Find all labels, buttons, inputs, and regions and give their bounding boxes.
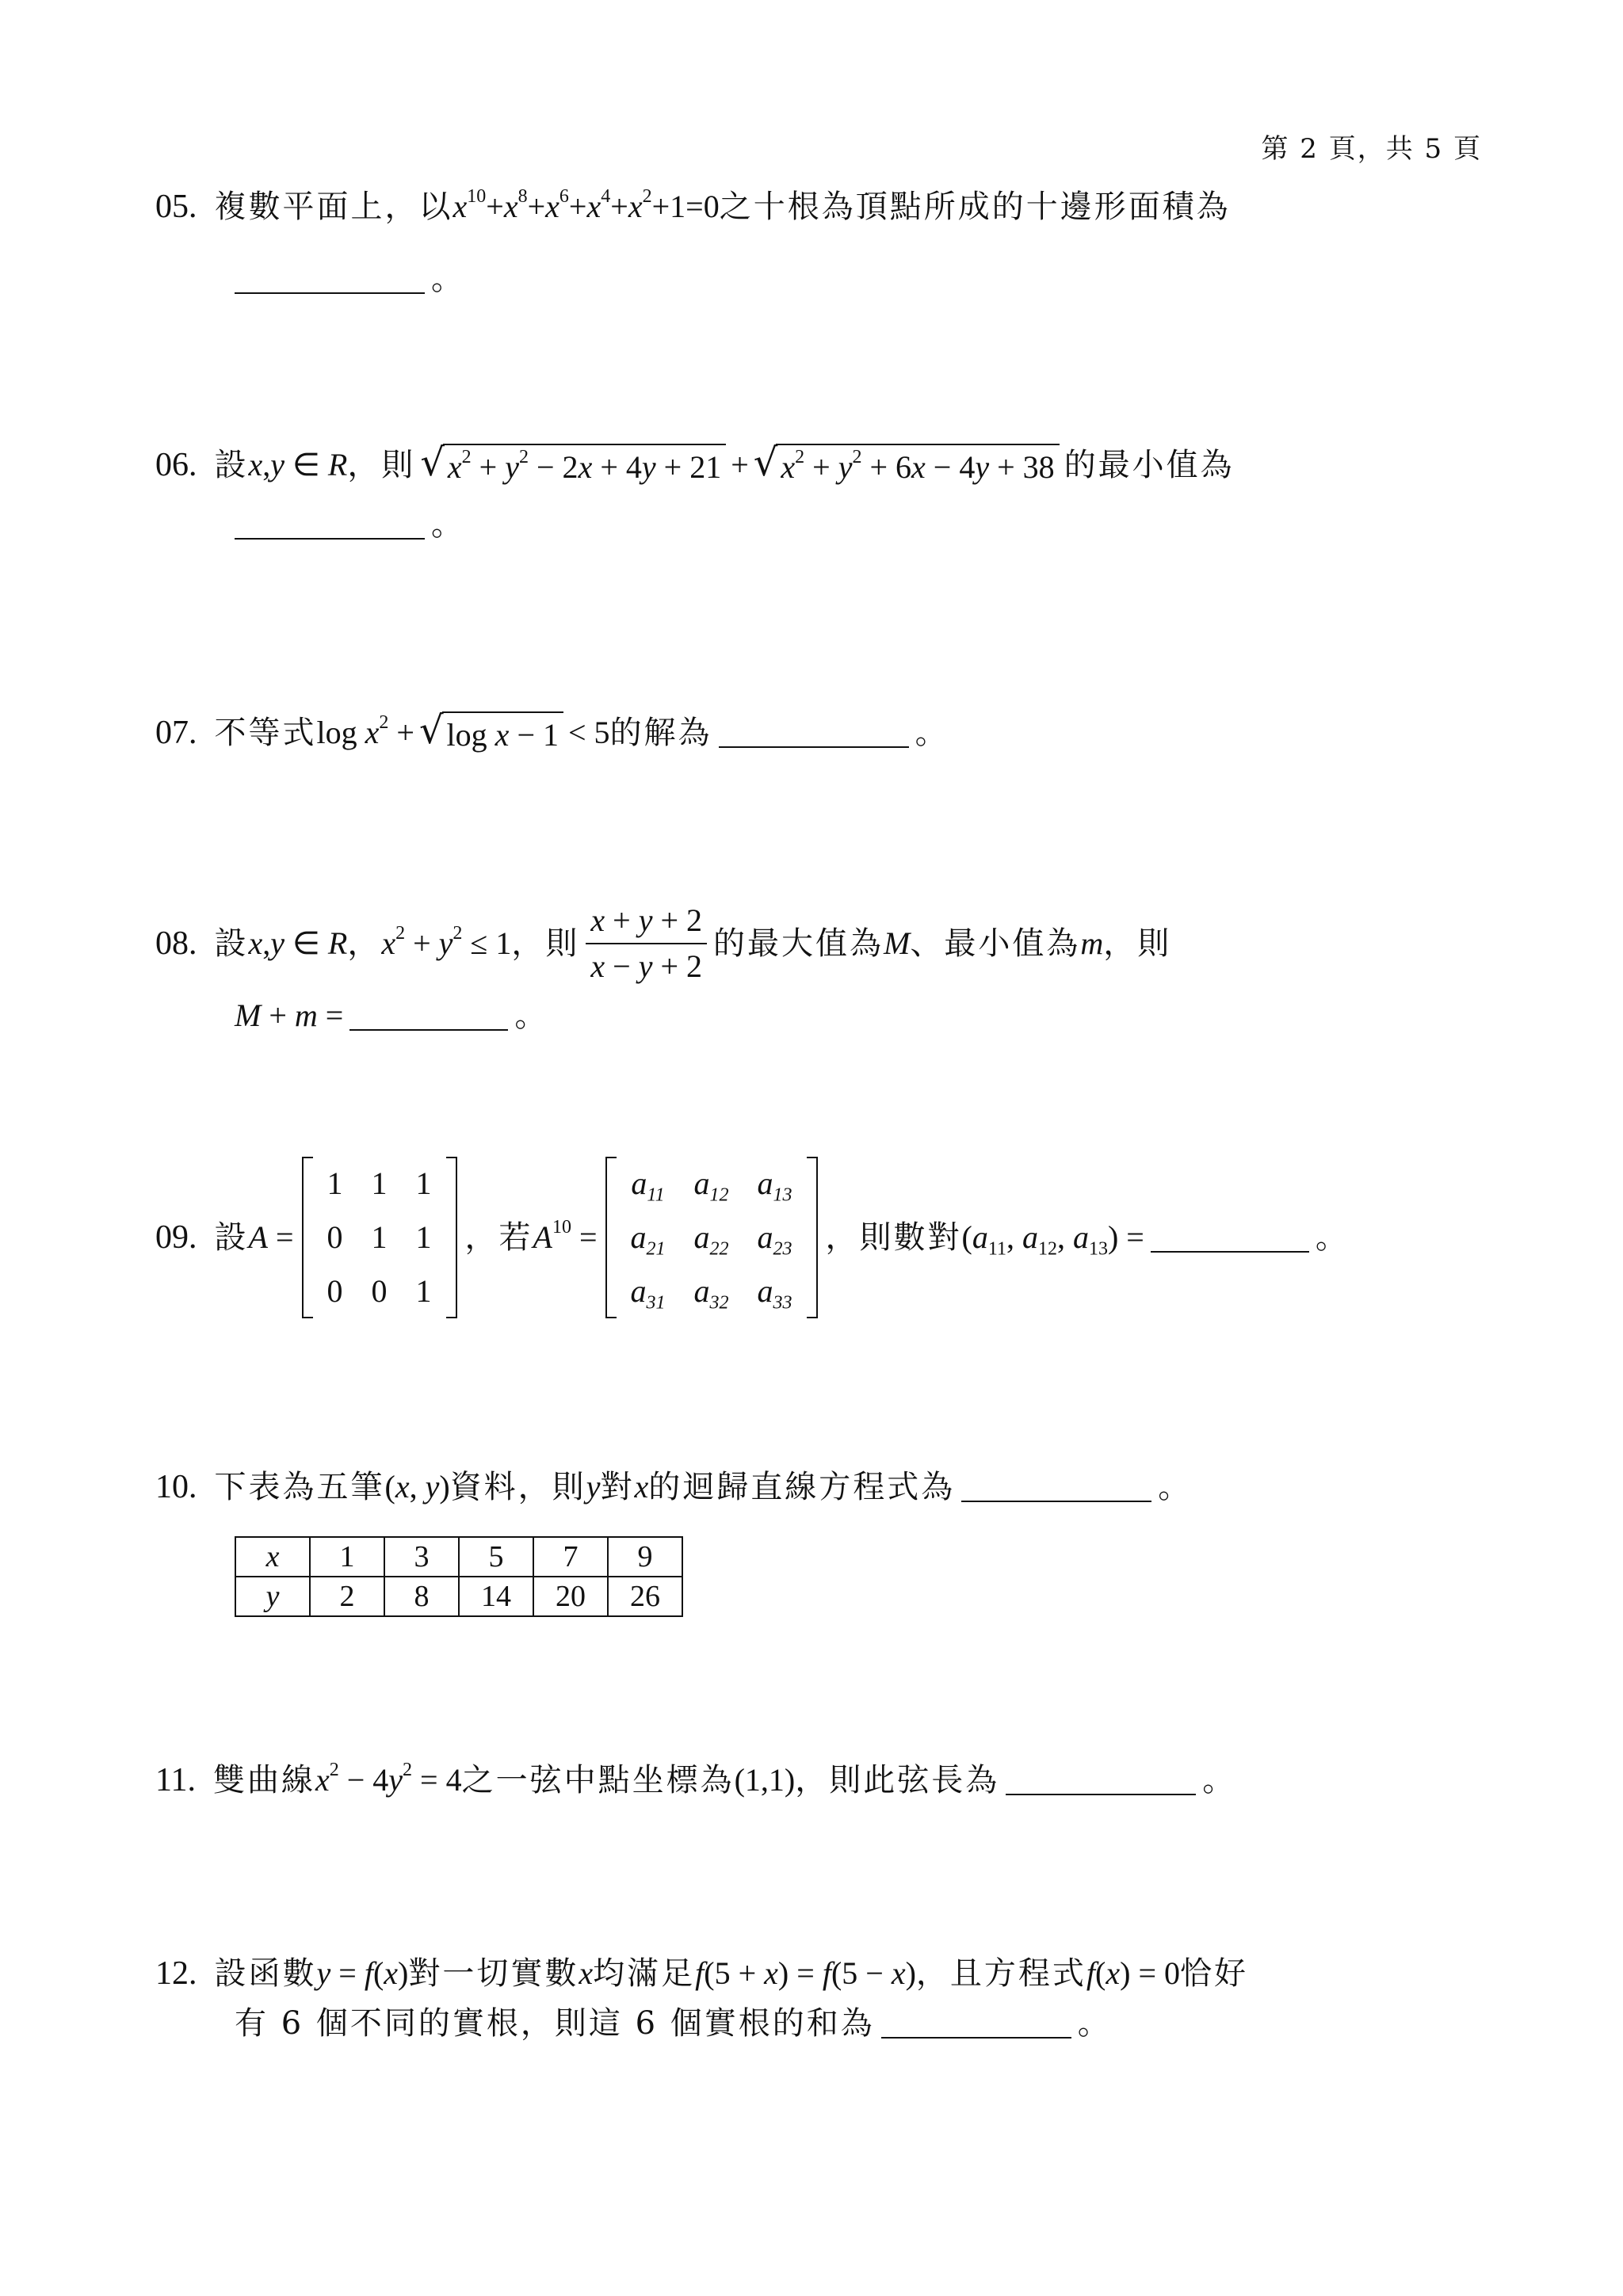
math-variable: $A^{10}$ = — [533, 1216, 598, 1255]
question-10 — [155, 1467, 1190, 1507]
question-text: 的解為 — [609, 715, 712, 751]
matrix-a10: $a_{11}$ $a_{12}$ $a_{13}$ $a_{21}$ $a_{22}$ $a_{23}$ $a_{31}$ $a_{32}$ $a_{33}$ — [605, 1157, 818, 1318]
question-text: 複數平面上，以 — [214, 189, 453, 226]
question-text: ，則 — [1103, 925, 1172, 962]
period: 。 — [431, 261, 463, 298]
math-expression: (x, y) — [384, 1469, 450, 1505]
question-text: ， — [347, 925, 382, 962]
question-text: 之一弦中點坐標為 — [461, 1762, 735, 1799]
question-09 — [155, 1157, 1347, 1318]
table-cell: 9 — [608, 1537, 682, 1577]
math-expression: $x^{10}+x^8+x^6+x^4+x^2+1=0$ — [453, 186, 720, 225]
question-05 — [155, 187, 1231, 298]
table-cell: 26 — [608, 1577, 682, 1616]
math-expression: x,y ∈ R — [248, 925, 348, 961]
page-header: 第 2 頁，共 5 頁 — [1261, 133, 1482, 165]
question-08 — [155, 902, 1171, 1035]
answer-blank — [349, 1001, 508, 1031]
math-variable: y — [586, 1469, 601, 1505]
table-cell: 3 — [384, 1537, 459, 1577]
math-expression: f(x) = 0 — [1086, 1955, 1181, 1992]
answer-blank — [961, 1472, 1151, 1502]
question-text: 下表為五筆 — [214, 1469, 385, 1506]
question-text: 均滿足 — [593, 1955, 696, 1993]
matrix-a: 1 1 1 0 1 1 0 0 1 — [302, 1157, 457, 1318]
question-06: 06. 設 x,y ∈ R ，則 √ $x^2 + y^2 - 2x + 4y + 21$ + √ $x^2 + y^2 + 6x - 4y + 38$ 的最小值為 。 — [155, 441, 1235, 543]
period: 。 — [1158, 1469, 1190, 1506]
question-text: 對 — [600, 1469, 635, 1506]
question-number: 10. — [155, 1469, 197, 1505]
math-expression: ($a_{11}$, $a_{12}$, $a_{13}$) = — [961, 1219, 1144, 1260]
math-expression: $x^2 + y^2 \le 1$ — [381, 922, 512, 961]
question-text: 雙曲線 — [212, 1762, 315, 1799]
period: 。 — [514, 997, 547, 1034]
question-text: ，若 — [464, 1219, 533, 1256]
table-cell: 2 — [310, 1577, 384, 1616]
sqrt-expression: √ $x^2 + y^2 + 6x - 4y + 38$ — [754, 444, 1060, 486]
question-text: 之十根為頂點所成的十邊形面積為 — [719, 189, 1231, 226]
question-number: 11. — [155, 1762, 196, 1798]
data-table — [235, 1536, 683, 1617]
question-text: 資料，則 — [449, 1469, 586, 1506]
table-cell: 14 — [459, 1577, 533, 1616]
math-expression: $x^2 - 4y^2 = 4$ — [315, 1760, 462, 1798]
answer-blank — [1151, 1222, 1309, 1253]
question-text: 的最小值為 — [1064, 447, 1235, 483]
fraction: $\frac{x + y + 2}{x - y + 2}$ — [586, 902, 707, 986]
answer-blank — [235, 509, 425, 540]
sqrt-expression: √ log x − 1 — [419, 711, 563, 754]
table-cell: 5 — [459, 1537, 533, 1577]
question-text: ，且方程式 — [915, 1955, 1086, 1993]
question-text: 、最小值為 — [910, 925, 1081, 962]
math-expression: x,y ∈ R — [248, 447, 348, 482]
question-text: 不等式 — [214, 715, 317, 751]
answer-blank — [719, 718, 909, 748]
question-text: 的最大值為 — [713, 925, 884, 962]
table-header-cell: y — [235, 1577, 310, 1616]
question-text: ，則此弦長為 — [795, 1762, 1000, 1799]
math-expression: (1,1) — [734, 1762, 796, 1798]
question-text: ，則 — [347, 447, 416, 483]
table-cell: 8 — [384, 1577, 459, 1616]
question-number: 12. — [155, 1955, 197, 1992]
question-text: 的迴歸直線方程式為 — [648, 1469, 956, 1506]
math-expression: $\log x^2$ + — [316, 711, 414, 750]
question-text: ，則 — [511, 925, 580, 962]
answer-blank — [1006, 1765, 1196, 1795]
question-07 — [155, 708, 947, 754]
question-number: 06. — [155, 446, 197, 483]
math-expression: M + m = — [235, 997, 344, 1033]
table-cell: 1 — [310, 1537, 384, 1577]
period: 。 — [431, 506, 463, 543]
answer-blank — [235, 264, 425, 294]
period: 。 — [915, 715, 947, 751]
question-text: 設 — [214, 447, 249, 483]
question-number: 05. — [155, 189, 197, 225]
question-text: 設 — [214, 1219, 249, 1256]
math-variable: M — [884, 925, 911, 961]
table-cell: 20 — [533, 1577, 608, 1616]
math-variable: x — [634, 1469, 649, 1505]
question-text: 有 6 個不同的實根，則這 6 個實根的和為 — [235, 2005, 875, 2042]
math-expression: y = f(x) — [316, 1955, 409, 1992]
question-text: ，則數對 — [825, 1219, 962, 1256]
question-text: 設 — [214, 925, 249, 962]
period: 。 — [1202, 1762, 1235, 1799]
math-expression: < 5 — [568, 715, 610, 750]
question-number: 07. — [155, 714, 197, 751]
period: 。 — [1315, 1219, 1347, 1256]
period: 。 — [1077, 2005, 1109, 2042]
table-row — [235, 1577, 682, 1616]
math-variable: x — [579, 1955, 594, 1992]
question-number: 09. — [155, 1219, 197, 1256]
question-text: 設函數 — [214, 1955, 317, 1993]
table-row — [235, 1537, 682, 1577]
question-text: 恰好 — [1180, 1955, 1249, 1993]
math-variable: m — [1080, 925, 1104, 961]
question-12 — [155, 1954, 1248, 2042]
answer-blank — [881, 2008, 1071, 2039]
question-text: 對一切實數 — [408, 1955, 579, 1993]
table-cell: 7 — [533, 1537, 608, 1577]
table-header-cell: x — [235, 1537, 310, 1577]
question-number: 08. — [155, 925, 197, 962]
math-expression: f(5 + x) = f(5 − x) — [695, 1955, 916, 1992]
sqrt-expression: √ $x^2 + y^2 - 2x + 4y + 21$ — [420, 444, 726, 486]
question-11 — [155, 1760, 1234, 1800]
math-variable: A = — [248, 1219, 294, 1255]
